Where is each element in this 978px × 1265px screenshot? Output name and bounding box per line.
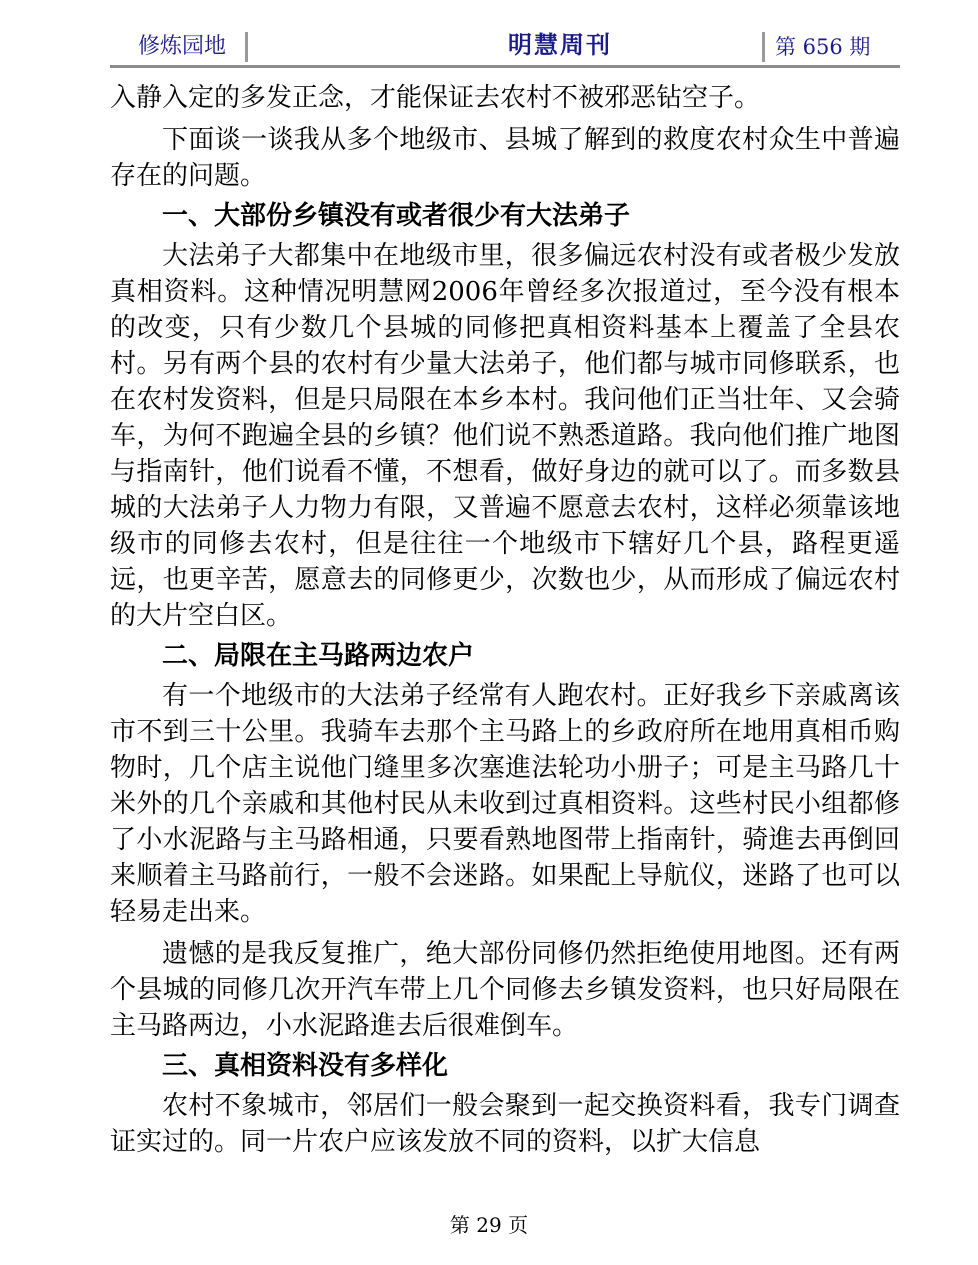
paragraph-section-2a: 有一个地级市的大法弟子经常有人跑农村。正好我乡下亲戚离该市不到三十公里。我骑车去那个主马路上的乡政府所在地用真相币购物时，几个店主说他门缝里多次塞進法轮功小册子；可是主马路几十米外的几个亲戚和其他村民从未收到过真相资料。这些村民小组都修了小水泥路与主马路相通，只要看熟地图带上指南针，骑進去再倒回来顺着主马路前行，一般不会迷路。如果配上导航仪，迷路了也可以轻易走出来。 (110, 681, 900, 927)
article-body (110, 80, 900, 1160)
paragraph-section-1: 大法弟子大都集中在地级市里，很多偏远农村没有或者极少发放真相资料。这种情况明慧网2006年曾经多次报道过，至今没有根本的改变，只有少数几个县城的同修把真相资料基本上覆盖了全县农村。另有两个县的农村有少量大法弟子，他们都与城市同修联系，也在农村发资料，但是只局限在本乡本村。我问他们正当壮年、又会骑车，为何不跑遍全县的乡镇？他们说不熟悉道路。我向他们推广地图与指南针，他们说看不懂，不想看，做好身边的就可以了。而多数县城的大法弟子人力物力有限，又普遍不愿意去农村，这样必须靠该地级市的同修去农村，但是往往一个地级市下辖好几个县，路程更遥远，也更辛苦，愿意去的同修更少，次数也少，从而形成了偏远农村的大片空白区。 (110, 241, 900, 631)
section-heading-3: 三、真相资料没有多样化 (162, 1051, 449, 1081)
paragraph-section-3: 农村不象城市，邻居们一般会聚到一起交换资料看，我专门调查证实过的。同一片农户应该发放不同的资料，以扩大信息 (110, 1091, 900, 1157)
paragraph-intro: 下面谈一谈我从多个地级市、县城了解到的救度农村众生中普遍存在的问题。 (110, 125, 900, 191)
paragraph-section-2b: 遗憾的是我反复推广，绝大部份同修仍然拒绝使用地图。还有两个县城的同修几次开汽车带上几个同修去乡镇发资料，也只好局限在主马路两边，小水泥路進去后很难倒车。 (110, 939, 900, 1041)
header-section-name: 修炼园地 (110, 32, 248, 62)
paragraph-continued: 入静入定的多发正念，才能保证去农村不被邪恶钻空子。 (110, 83, 761, 113)
page-header (110, 28, 900, 68)
publication-title: 明慧周刊 (508, 31, 612, 59)
header-divider (110, 65, 900, 68)
page-number: 第 29 页 (449, 1213, 529, 1237)
section-heading-1: 一、大部份乡镇没有或者很少有大法弟子 (162, 201, 631, 231)
issue-number: 第 656 期 (762, 32, 900, 62)
section-heading-2: 二、局限在主马路两边农户 (162, 641, 475, 671)
